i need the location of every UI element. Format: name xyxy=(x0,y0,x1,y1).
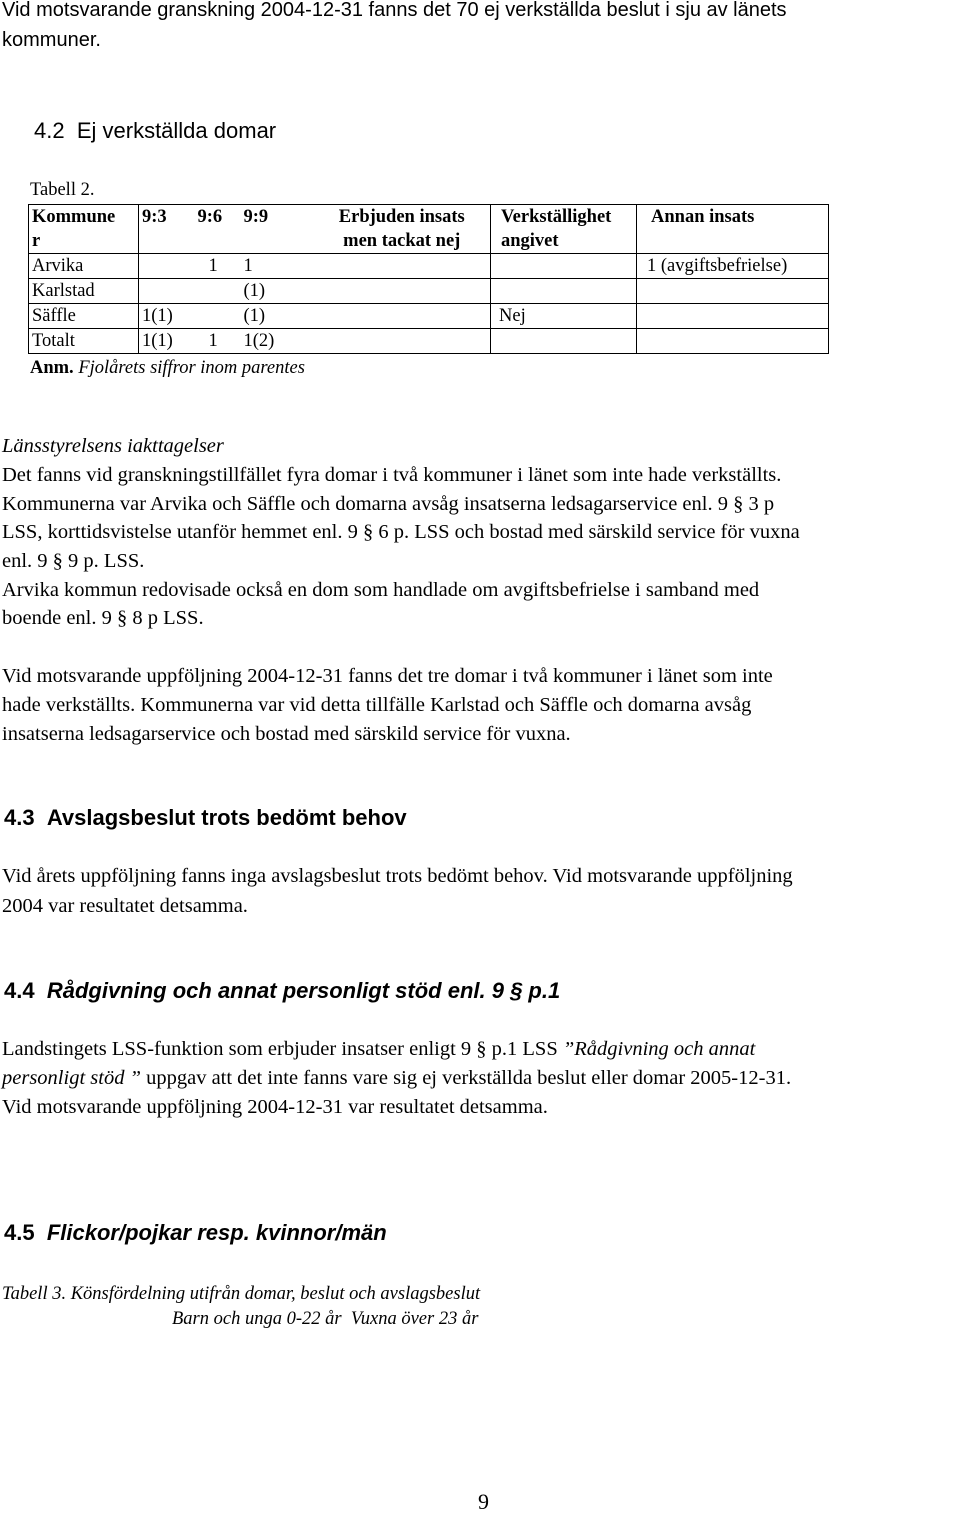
page-number: 9 xyxy=(478,1489,489,1514)
header-9-9: 9:9 xyxy=(241,205,311,254)
note-label: Anm. xyxy=(30,358,74,378)
table-2 xyxy=(28,204,829,354)
cell-9-3: 1(1) xyxy=(139,304,195,329)
header-annan: Annan insats xyxy=(637,205,829,254)
cell-9-6: 1 xyxy=(195,254,241,279)
cell-9-9: 1 xyxy=(241,254,311,279)
cell-9-6 xyxy=(195,279,241,304)
paragraph-line: enl. 9 § 9 p. LSS. xyxy=(2,550,145,572)
header-9-3: 9:3 xyxy=(139,205,195,254)
paragraph-line: 2004 var resultatet detsamma. xyxy=(2,895,248,917)
table-2-caption: Tabell 2. xyxy=(30,180,95,200)
table-3-caption: Tabell 3. Könsfördelning utifrån domar, beslut och avslagsbeslut xyxy=(2,1284,481,1304)
paragraph-line: Vid årets uppföljning fanns inga avslagsbeslut trots bedömt behov. Vid motsvarande uppföljning xyxy=(2,865,793,887)
cell-9-6 xyxy=(195,304,241,329)
section-title: Ej verkställda domar xyxy=(76,118,277,143)
table-row xyxy=(29,254,829,279)
section-title: Rådgivning och annat personligt stöd enl. 9 § p.1 xyxy=(46,978,561,1003)
cell-annan xyxy=(637,329,829,354)
header-9-6: 9:6 xyxy=(195,205,241,254)
paragraph-line: Det fanns vid granskningstillfället fyra domar i två kommuner i länet som inte hade verkställts. xyxy=(2,464,782,486)
table-header-row xyxy=(29,205,829,254)
cell-9-3 xyxy=(139,254,195,279)
cell-9-3 xyxy=(139,279,195,304)
paragraph-line: hade verkställts. Kommunerna var vid detta tillfälle Karlstad och Säffle och domarna avsåg xyxy=(2,694,752,716)
cell-kommun: Karlstad xyxy=(29,279,139,304)
cell-kommun: Arvika xyxy=(29,254,139,279)
table-row xyxy=(29,279,829,304)
cell-kommun: Säffle xyxy=(29,304,139,329)
cell-9-9: (1) xyxy=(241,304,311,329)
section-4-4-heading xyxy=(4,976,560,1006)
paragraph-line: Vid motsvarande uppföljning 2004-12-31 var resultatet detsamma. xyxy=(2,1096,548,1118)
section-number: 4.4 xyxy=(4,978,35,1003)
cell-9-3: 1(1) xyxy=(139,329,195,354)
paragraph-line: Vid motsvarande uppföljning 2004-12-31 fanns det tre domar i två kommuner i länet som inte xyxy=(2,665,773,687)
table-row xyxy=(29,329,829,354)
section-number: 4.2 xyxy=(34,118,65,143)
section-4-3-heading xyxy=(4,803,407,833)
cell-verkstallighet: Nej xyxy=(491,304,637,329)
section-number: 4.3 xyxy=(4,805,35,830)
section-4-2-heading xyxy=(34,116,276,146)
header-erbjuden: Erbjuden insats men tackat nej xyxy=(311,205,491,254)
paragraph-line: insatserna ledsagarservice och bostad med särskild service för vuxna. xyxy=(2,723,571,745)
paragraph-line: Kommunerna var Arvika och Säffle och domarna avsåg insatserna ledsagarservice enl. 9 § 3 p xyxy=(2,493,775,515)
section-title: Flickor/pojkar resp. kvinnor/män xyxy=(46,1220,387,1245)
paragraph-line: LSS, korttidsvistelse utanför hemmet enl. 9 § 6 p. LSS och bostad med särskild service för vuxna xyxy=(2,521,800,543)
cell-9-9: 1(2) xyxy=(241,329,311,354)
cell-erbjuden xyxy=(311,279,491,304)
cell-verkstallighet xyxy=(491,279,637,304)
cell-kommun: Totalt xyxy=(29,329,139,354)
section-title: Avslagsbeslut trots bedömt behov xyxy=(46,805,407,830)
cell-erbjuden xyxy=(311,329,491,354)
cell-9-6: 1 xyxy=(195,329,241,354)
cell-erbjuden xyxy=(311,304,491,329)
cell-annan xyxy=(637,304,829,329)
section-number: 4.5 xyxy=(4,1220,35,1245)
table-row xyxy=(29,304,829,329)
cell-annan xyxy=(637,279,829,304)
table-2-note xyxy=(30,356,305,380)
cell-verkstallighet xyxy=(491,329,637,354)
section-4-5-heading xyxy=(4,1218,387,1248)
observations-heading: Länsstyrelsens iakttagelser xyxy=(2,435,224,457)
table-3-header: Barn och unga 0-22 år Vuxna över 23 år xyxy=(172,1309,479,1329)
paragraph-line: personligt stöd ” uppgav att det inte fanns vare sig ej verkställda beslut eller domar 2005-12-31. xyxy=(2,1067,792,1089)
cell-annan: 1 (avgiftsbefrielse) xyxy=(637,254,829,279)
intro-line-1: Vid motsvarande granskning 2004-12-31 fanns det 70 ej verkställda beslut i sju av länets xyxy=(2,0,787,21)
cell-verkstallighet xyxy=(491,254,637,279)
intro-line-2: kommuner. xyxy=(2,29,101,51)
note-text: Fjolårets siffror inom parentes xyxy=(73,358,305,378)
paragraph-line: Arvika kommun redovisade också en dom som handlade om avgiftsbefrielse i samband med xyxy=(2,579,760,601)
paragraph-line: boende enl. 9 § 8 p LSS. xyxy=(2,607,204,629)
header-verkstallighet: Verkställighet angivet xyxy=(491,205,637,254)
paragraph-line: Landstingets LSS-funktion som erbjuder insatser enligt 9 § p.1 LSS ”Rådgivning och annat xyxy=(2,1038,756,1060)
cell-erbjuden xyxy=(311,254,491,279)
cell-9-9: (1) xyxy=(241,279,311,304)
header-kommuner: Kommune r xyxy=(29,205,139,254)
